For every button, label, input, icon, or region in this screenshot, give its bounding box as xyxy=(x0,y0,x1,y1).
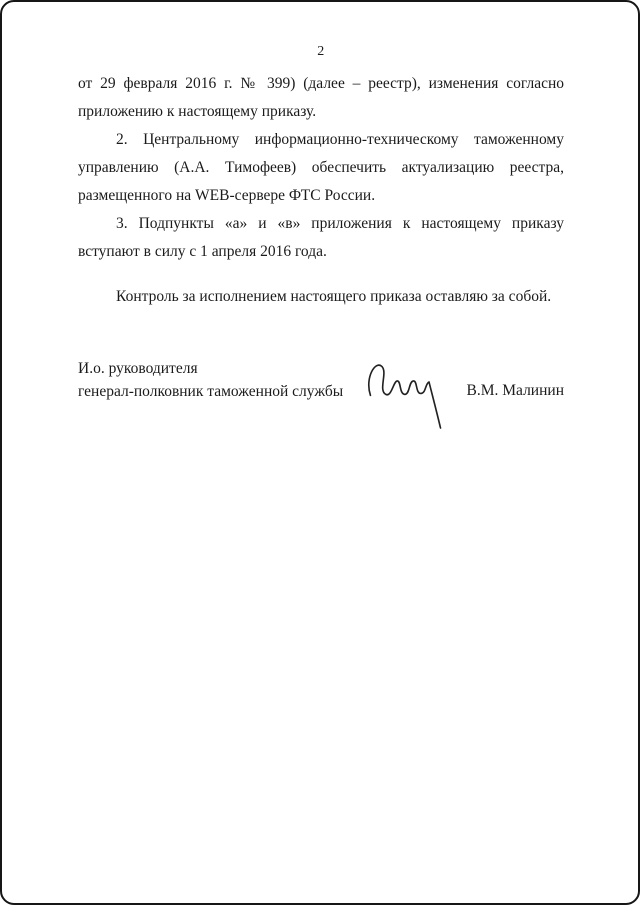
signer-name: В.М. Малинин xyxy=(466,382,564,399)
paragraph-control: Контроль за исполнением настоящего приказа оставляю за собой. xyxy=(116,288,552,305)
signature-block xyxy=(78,357,564,433)
signer-position-line2: генерал-полковник таможенной службы xyxy=(78,383,344,400)
signer-position-line1: И.о. руководителя xyxy=(78,360,198,377)
paragraph-continuation: от 29 февраля 2016 г. № 399) (далее – реестр), изменения согласно приложению к настоящему приказу. xyxy=(78,75,564,120)
page-number: 2 xyxy=(317,44,325,59)
paragraph-item-2: 2. Центральному информационно-техническому таможенному управлению (А.А. Тимофеев) обеспечить актуализацию реестра, размещенного на WEB-сервере ФТС России. xyxy=(78,131,564,204)
handwritten-signature-icon xyxy=(343,351,466,433)
paragraph-item-3: 3. Подпункты «а» и «в» приложения к настоящему приказу вступают в силу с 1 апреля 2016 года. xyxy=(78,215,564,260)
signer-position xyxy=(78,357,343,403)
